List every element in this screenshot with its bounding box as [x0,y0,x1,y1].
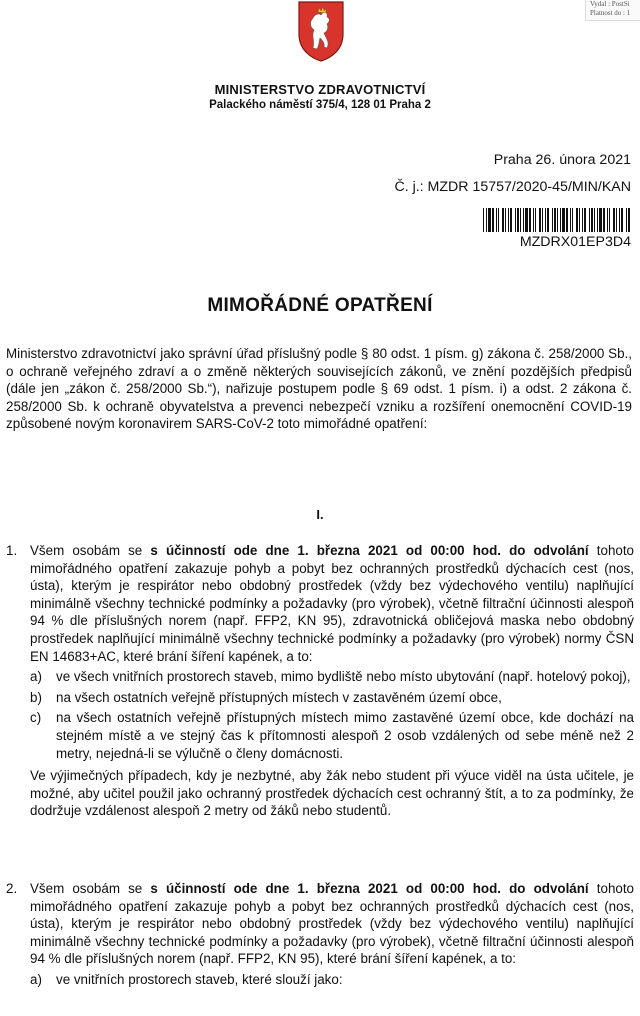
stamp-line-2: Platnost do : 1 [590,9,631,17]
list-item [30,668,634,686]
list-item-text: ve vnitřních prostorech staveb, které slouží jako: [56,971,343,987]
paragraph-effective-date: s účinností ode dne 1. března 2021 od 00:00 hod. do odvolání [150,543,589,558]
paragraph-text: tohoto mimořádného opatření zakazuje pohyb a pobyt bez ochranných prostředků dýchacích cest (nos, ústa), kterým je respirátor nebo obdobný prostředek (vždy bez výdechového ventilu) naplňující minimálně všechny technické podmínky a požadavky (pro výrobek), včetně filtrační účinnosti alespoň 94 % dle příslušných norem (např. FFP2, KN 95), zdravotnická obličejová maska nebo obdobný prostředek naplňující minimálně všechny technické podmínky a požadavky (pro výrobek) normy ČSN EN 14683+AC, které brání šíření kapének, a to: [30,543,635,664]
paragraph-1 [6,542,634,820]
list-item [30,971,634,989]
section-heading: I. [316,507,324,522]
paragraph-effective-date: s účinností ode dne 1. března 2021 od 00:00 hod. do odvolání [150,881,589,896]
list-item-text: na všech ostatních veřejně přístupných místech v zastavěném území obce, [56,689,502,705]
list-item-text: na všech ostatních veřejně přístupných místech mimo zastavěné území obce, kde dochází na stejném místě a ve stejný čas k přítomnosti alespoň 2 osob vzdálených od sebe méně než 2 metry, nejedná-li se výlučně o členy domácnosti. [56,710,634,761]
paragraph-number: 2. [6,881,18,896]
list-item [30,709,634,762]
ministry-address: Palackého náměstí 375/4, 128 01 Praha 2 [209,99,431,111]
paragraph-lead: Všem osobám se [30,543,151,558]
list-item [30,689,634,707]
list-item-letter: a) [30,971,42,987]
paragraph-note: Ve výjimečných případech, kdy je nezbytné, aby žák nebo student při výuce viděl na ústa učitele, je možné, aby učitel použil jako ochranný prostředek dýchacích cest ochranný štít, a to za podmínky, že dodržuje vzdálenost alespoň 2 metry od žáků nebo studentů. [30,768,634,819]
paragraph-number: 1. [6,543,18,558]
list-item-letter: b) [30,689,42,705]
list-item-letter: a) [30,669,42,685]
reference-number: Č. j.: MZDR 15757/2020-45/MIN/KAN [394,179,631,195]
intro-paragraph: Ministerstvo zdravotnictví jako správní úřad příslušný podle § 80 odst. 1 písm. g) zákona č. 258/2000 Sb., o ochraně veřejného zdraví a o změně některých souvisejících zákonů, ve znění pozdějších předpisů (dále jen „zákon č. 258/2000 Sb.“), nařizuje postupem podle § 69 odst. 1 písm. i) a odst. 2 zákona č. 258/2000 Sb. k ochraně obyvatelstva a prevenci nebezpečí vzniku a rozšíření onemocnění COVID-19 způsobené novým koronavirem SARS-CoV-2 toto mimořádné opatření: [6,346,632,432]
state-emblem-icon [297,0,345,62]
document-stamp [585,0,640,21]
list-item-letter: c) [30,710,42,726]
paragraph-text: tohoto mimořádného opatření zakazuje pohyb a pobyt bez ochranných prostředků dýchacích cest (nos, ústa), kterým je respirátor nebo obdobný prostředek (vždy bez výdechového ventilu) naplňující minimálně všechny technické podmínky a požadavky (pro výrobek), včetně filtrační účinnosti alespoň 94 % dle příslušných norem (např. FFP2, KN 95), které brání šíření kapének, a to: [30,881,635,967]
paragraph-2 [6,880,634,989]
barcode-text: MZDRX01EP3D4 [519,234,631,250]
ministry-name: MINISTERSTVO ZDRAVOTNICTVÍ [214,82,426,97]
document-date: Praha 26. února 2021 [493,152,631,168]
paragraph-lead: Všem osobám se [30,881,151,896]
list-item-text: ve všech vnitřních prostorech staveb, mimo bydliště nebo místo ubytování (např. hotelový pokoj), [56,669,631,685]
stamp-line-1: Vydal : PostSi [590,0,630,8]
barcode-icon [483,208,631,232]
document-title: MIMOŘÁDNÉ OPATŘENÍ [207,295,433,316]
